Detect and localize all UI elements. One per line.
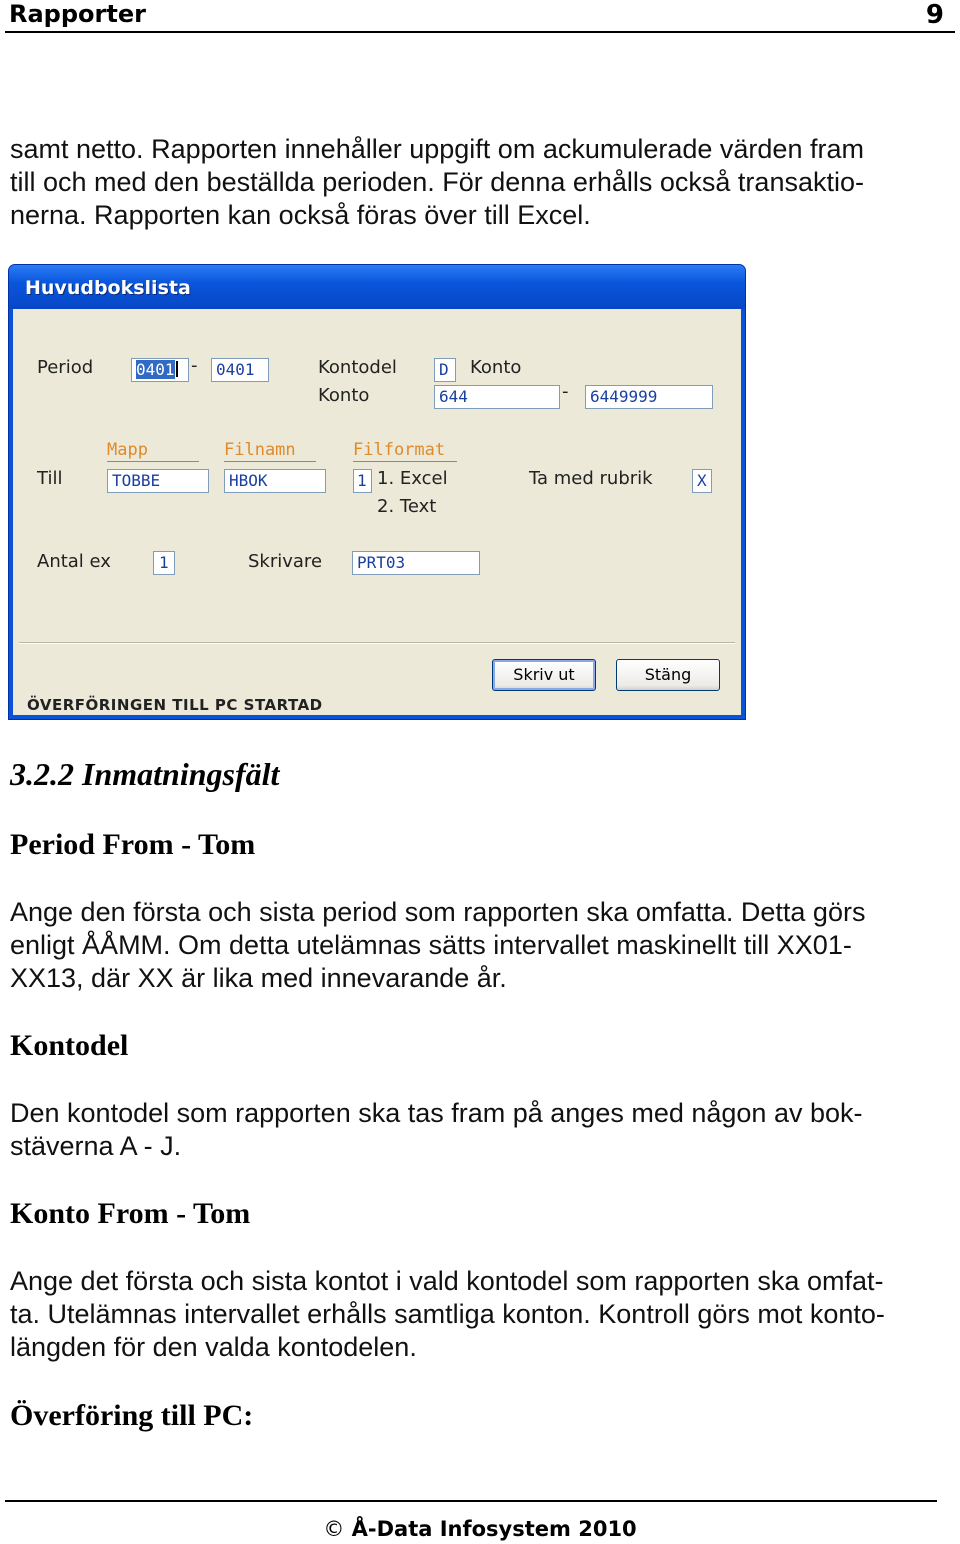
antal-ex-input[interactable]: 1 bbox=[153, 551, 175, 575]
header-rule bbox=[5, 31, 955, 33]
intro-line: samt netto. Rapporten innehåller uppgift om ackumulerade värden fram bbox=[10, 134, 864, 164]
antal-ex-label: Antal ex bbox=[37, 551, 111, 572]
konto-line: längden för den valda kontodelen. bbox=[10, 1332, 417, 1362]
kontodel-input[interactable]: D bbox=[434, 358, 456, 382]
dialog-titlebar bbox=[9, 265, 745, 309]
section-heading: 3.2.2 Inmatningsfält bbox=[10, 756, 280, 792]
konto-heading: Konto From - Tom bbox=[10, 1197, 251, 1230]
filnamn-header: Filnamn bbox=[224, 440, 316, 462]
period-line: Ange den första och sista period som rapporten ska omfatta. Detta görs bbox=[10, 897, 866, 927]
konto-line: Ange det första och sista kontot i vald kontodel som rapporten ska omfat- bbox=[10, 1266, 884, 1296]
filnamn-input[interactable]: HBOK bbox=[224, 469, 326, 493]
dialog-separator bbox=[19, 642, 735, 644]
period-label: Period bbox=[37, 357, 94, 378]
kontodel-line: Den kontodel som rapporten ska tas fram på anges med någon av bok- bbox=[10, 1098, 863, 1128]
running-header-title: Rapporter bbox=[9, 0, 146, 28]
filformat-option-text: 2. Text bbox=[377, 496, 437, 517]
close-button[interactable]: Stäng bbox=[616, 659, 720, 691]
period-dash: - bbox=[191, 355, 198, 376]
transfer-heading: Överföring till PC: bbox=[10, 1399, 254, 1432]
text-cursor bbox=[176, 361, 178, 377]
intro-paragraph bbox=[10, 133, 940, 232]
footer-rule bbox=[5, 1500, 937, 1502]
skrivare-label: Skrivare bbox=[248, 551, 323, 572]
huvudbokslista-dialog bbox=[8, 264, 746, 720]
kontodel-heading: Kontodel bbox=[10, 1029, 129, 1062]
konto-dash: - bbox=[562, 381, 569, 402]
period-from-input[interactable] bbox=[131, 358, 189, 382]
period-paragraph bbox=[10, 896, 940, 995]
skrivare-input[interactable]: PRT03 bbox=[352, 551, 480, 575]
konto-label: Konto bbox=[318, 385, 370, 406]
filformat-input[interactable]: 1 bbox=[353, 469, 372, 493]
konto-line: ta. Utelämnas intervallet erhålls samtliga konton. Kontroll görs mot konto- bbox=[10, 1299, 885, 1329]
intro-line: nerna. Rapporten kan också föras över till Excel. bbox=[10, 200, 591, 230]
dialog-title: Huvudbokslista bbox=[25, 277, 191, 299]
footer bbox=[0, 1517, 960, 1541]
copyright-icon: © bbox=[323, 1517, 345, 1541]
intro-line: till och med den beställda perioden. För denna erhålls också transaktio- bbox=[10, 167, 864, 197]
kontodel-label: Kontodel bbox=[318, 357, 397, 378]
print-button[interactable]: Skriv ut bbox=[492, 659, 596, 691]
ta-med-rubrik-input[interactable]: X bbox=[692, 469, 712, 493]
mapp-header: Mapp bbox=[107, 440, 199, 462]
filformat-option-excel: 1. Excel bbox=[377, 468, 448, 489]
status-message: ÖVERFÖRINGEN TILL PC STARTAD bbox=[27, 696, 323, 714]
filformat-header: Filformat bbox=[353, 440, 457, 462]
period-to-input[interactable]: 0401 bbox=[211, 358, 269, 382]
dialog-body bbox=[13, 309, 741, 715]
konto-paragraph bbox=[10, 1265, 940, 1364]
till-label: Till bbox=[37, 468, 63, 489]
konto-from-input[interactable]: 644 bbox=[434, 385, 560, 409]
period-from-value: 0401 bbox=[136, 360, 175, 379]
kontodel-paragraph bbox=[10, 1097, 940, 1163]
konto-to-input[interactable]: 6449999 bbox=[585, 385, 713, 409]
period-line: enligt ÅÅMM. Om detta utelämnas sätts intervallet maskinellt till XX01- bbox=[10, 930, 852, 960]
period-heading: Period From - Tom bbox=[10, 828, 256, 861]
mapp-input[interactable]: TOBBE bbox=[107, 469, 209, 493]
footer-company: Å-Data Infosystem 2010 bbox=[351, 1517, 637, 1541]
page-number: 9 bbox=[925, 0, 944, 30]
kontodel-line: stäverna A - J. bbox=[10, 1131, 182, 1161]
ta-med-rubrik-label: Ta med rubrik bbox=[529, 468, 653, 489]
konto-label-right: Konto bbox=[470, 357, 522, 378]
period-line: XX13, där XX är lika med innevarande år. bbox=[10, 963, 507, 993]
